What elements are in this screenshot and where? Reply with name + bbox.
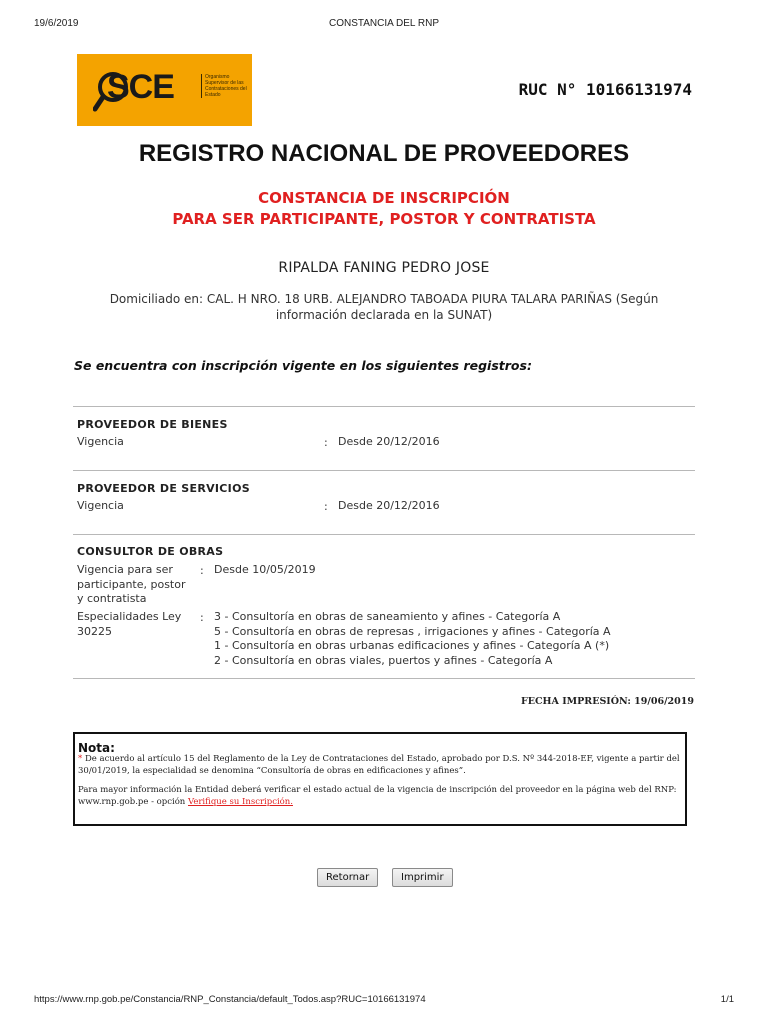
- print-date: 19/6/2019: [34, 18, 79, 29]
- colon: :: [200, 611, 204, 624]
- subtitle-line-1: CONSTANCIA DE INSCRIPCIÓN: [258, 189, 510, 207]
- section-title-bienes: PROVEEDOR DE BIENES: [77, 418, 228, 431]
- divider: [73, 406, 695, 407]
- logo-tagline: Organismo Supervisor de las Contrataciones del Estado: [201, 74, 253, 98]
- vigencia-value-obras: Desde 10/05/2019: [214, 563, 316, 576]
- print-title: CONSTANCIA DEL RNP: [328, 18, 440, 29]
- label-line: 30225: [77, 624, 112, 638]
- asterisk-marker: *: [78, 754, 83, 764]
- specialties-list: [214, 610, 611, 668]
- section-title-consultor-obras: CONSULTOR DE OBRAS: [77, 545, 224, 558]
- especialidades-label: [77, 610, 181, 639]
- imprimir-button[interactable]: Imprimir: [392, 868, 453, 887]
- list-item: 3 - Consultoría en obras de saneamiento y afines - Categoría A: [214, 610, 561, 623]
- registries-intro: Se encuentra con inscripción vigente en los siguientes registros:: [74, 358, 532, 373]
- osce-logo: [77, 54, 252, 126]
- colon: :: [324, 436, 328, 449]
- ruc-number: RUC N° 10166131974: [518, 80, 692, 99]
- list-item: 2 - Consultoría en obras viales, puertos y afines - Categoría A: [214, 653, 553, 667]
- divider: [73, 534, 695, 535]
- print-date-stamp: FECHA IMPRESIÓN: 19/06/2019: [521, 696, 694, 707]
- page-url: https://www.rnp.gob.pe/Constancia/RNP_Constancia/default_Todos.asp?RUC=10166131974: [34, 994, 426, 1005]
- provider-address: Domiciliado en: CAL. H NRO. 18 URB. ALEJANDRO TABOADA PIURA TALARA PARIÑAS (Según información declarada en la SUNAT): [109, 292, 659, 322]
- note-text-2: Para mayor información la Entidad deberá verificar el estado actual de la vigencia de inscripción del proveedor en la página web del RNP: www.rnp.gob.pe - opción: [78, 785, 677, 807]
- label-line: participante, postor: [77, 577, 186, 591]
- certificate-subtitle: [0, 188, 768, 230]
- colon: :: [324, 500, 328, 513]
- label-line: Vigencia para ser: [77, 563, 173, 576]
- vigencia-label-servicios: Vigencia: [77, 499, 124, 512]
- note-paragraph-2: [78, 785, 682, 808]
- note-box: [73, 732, 687, 826]
- note-text-1: De acuerdo al artículo 15 del Reglamento de la Ley de Contrataciones del Estado, aprobado por D.S. Nº 344-2018-EF, vigente a partir del 30/01/2019, la especialidad se denomina “Consultoría de obras en edificaciones y afines”.: [78, 754, 680, 776]
- label-line: y contratista: [77, 592, 147, 605]
- page-number: 1/1: [720, 994, 734, 1005]
- colon: :: [200, 564, 204, 577]
- label-line: Especialidades Ley: [77, 610, 182, 623]
- divider: [73, 470, 695, 471]
- subtitle-line-2: PARA SER PARTICIPANTE, POSTOR Y CONTRATISTA: [172, 210, 596, 228]
- vigencia-value-servicios: Desde 20/12/2016: [338, 499, 440, 512]
- vigencia-label-obras: [77, 563, 186, 607]
- list-item: 5 - Consultoría en obras de represas , irrigaciones y afines - Categoría A: [214, 624, 611, 638]
- logo-brand-text: SCE: [107, 68, 174, 106]
- note-title: Nota:: [78, 741, 115, 755]
- vigencia-label-bienes: Vigencia: [77, 435, 124, 448]
- vigencia-value-bienes: Desde 20/12/2016: [338, 435, 440, 448]
- retornar-button[interactable]: Retornar: [317, 868, 378, 887]
- page-title: REGISTRO NACIONAL DE PROVEEDORES: [138, 140, 630, 167]
- section-title-servicios: PROVEEDOR DE SERVICIOS: [77, 482, 250, 495]
- note-paragraph-1: [78, 754, 682, 777]
- provider-name: RIPALDA FANING PEDRO JOSE: [278, 260, 490, 276]
- list-item: 1 - Consultoría en obras urbanas edificaciones y afines - Categoría A (*): [214, 639, 610, 652]
- verify-inscription-link[interactable]: Verifique su Inscripción.: [187, 796, 293, 807]
- divider: [73, 678, 695, 679]
